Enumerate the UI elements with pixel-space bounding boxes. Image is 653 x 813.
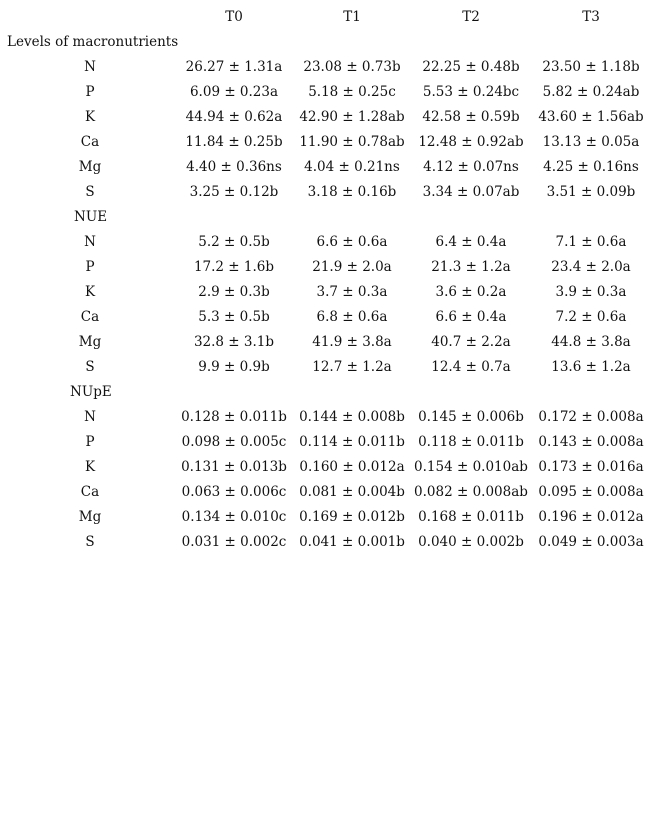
section-row — [0, 30, 653, 55]
table-row — [0, 455, 653, 480]
value-cell: 6.4 ± 0.4a — [435, 234, 507, 250]
table-row — [0, 80, 653, 105]
row-label: K — [84, 284, 96, 300]
value-cell: 13.13 ± 0.05a — [542, 134, 640, 150]
value-cell: 4.04 ± 0.21ns — [304, 159, 400, 175]
row-label: K — [84, 109, 96, 125]
value-cell: 3.6 ± 0.2a — [435, 284, 507, 300]
value-cell: 0.154 ± 0.010ab — [414, 459, 528, 475]
value-cell: 3.34 ± 0.07ab — [422, 184, 520, 200]
value-cell: 3.18 ± 0.16b — [307, 184, 397, 200]
table-row — [0, 280, 653, 305]
row-label: Ca — [80, 309, 100, 325]
value-cell: 43.60 ± 1.56ab — [538, 109, 644, 125]
section-title-nue: NUE — [74, 209, 108, 225]
row-label: Ca — [80, 134, 100, 150]
value-cell: 0.131 ± 0.013b — [181, 459, 287, 475]
table-row — [0, 155, 653, 180]
value-cell: 44.8 ± 3.8a — [551, 334, 631, 350]
value-cell: 0.172 ± 0.008a — [538, 409, 644, 425]
row-label: Mg — [78, 509, 102, 525]
value-cell: 4.12 ± 0.07ns — [423, 159, 519, 175]
value-cell: 0.081 ± 0.004b — [299, 484, 405, 500]
value-cell: 5.53 ± 0.24bc — [422, 84, 520, 100]
value-cell: 0.063 ± 0.006c — [181, 484, 287, 500]
value-cell: 5.3 ± 0.5b — [198, 309, 270, 325]
value-cell: 0.128 ± 0.011b — [181, 409, 287, 425]
value-cell: 44.94 ± 0.62a — [185, 109, 283, 125]
row-label: P — [85, 84, 95, 100]
table-row — [0, 505, 653, 530]
value-cell: 0.173 ± 0.016a — [538, 459, 644, 475]
value-cell: 21.3 ± 1.2a — [431, 259, 511, 275]
value-cell: 23.08 ± 0.73b — [303, 59, 401, 75]
value-cell: 41.9 ± 3.8a — [312, 334, 392, 350]
value-cell: 42.90 ± 1.28ab — [299, 109, 405, 125]
section-title-nupe: NUpE — [70, 384, 112, 400]
column-header-t3: T3 — [582, 9, 600, 25]
value-cell: 0.041 ± 0.001b — [299, 534, 405, 550]
value-cell: 0.031 ± 0.002c — [181, 534, 287, 550]
value-cell: 3.9 ± 0.3a — [555, 284, 627, 300]
value-cell: 13.6 ± 1.2a — [551, 359, 631, 375]
value-cell: 3.7 ± 0.3a — [316, 284, 388, 300]
value-cell: 3.25 ± 0.12b — [189, 184, 279, 200]
value-cell: 5.2 ± 0.5b — [198, 234, 270, 250]
value-cell: 6.6 ± 0.6a — [316, 234, 388, 250]
value-cell: 0.168 ± 0.011b — [418, 509, 524, 525]
value-cell: 5.18 ± 0.25c — [308, 84, 396, 100]
table-row — [0, 355, 653, 380]
section-title-levels-of-macronutrients: Levels of macronutrients — [7, 34, 179, 50]
table-row — [0, 480, 653, 505]
value-cell: 12.48 ± 0.92ab — [418, 134, 524, 150]
value-cell: 12.4 ± 0.7a — [431, 359, 511, 375]
value-cell: 7.1 ± 0.6a — [555, 234, 627, 250]
table-row — [0, 255, 653, 280]
table-row — [0, 130, 653, 155]
value-cell: 40.7 ± 2.2a — [431, 334, 511, 350]
value-cell: 7.2 ± 0.6a — [555, 309, 627, 325]
row-label: P — [85, 259, 95, 275]
value-cell: 0.049 ± 0.003a — [538, 534, 644, 550]
row-label: N — [84, 59, 96, 75]
value-cell: 0.134 ± 0.010c — [181, 509, 287, 525]
value-cell: 23.4 ± 2.0a — [551, 259, 631, 275]
value-cell: 22.25 ± 0.48b — [422, 59, 520, 75]
section-row — [0, 205, 653, 230]
value-cell: 26.27 ± 1.31a — [185, 59, 283, 75]
table-row — [0, 105, 653, 130]
value-cell: 0.143 ± 0.008a — [538, 434, 644, 450]
value-cell: 0.098 ± 0.005c — [181, 434, 287, 450]
row-label: S — [85, 534, 95, 550]
value-cell: 0.082 ± 0.008ab — [414, 484, 528, 500]
row-label: P — [85, 434, 95, 450]
value-cell: 0.095 ± 0.008a — [538, 484, 644, 500]
value-cell: 3.51 ± 0.09b — [546, 184, 636, 200]
value-cell: 4.25 ± 0.16ns — [543, 159, 639, 175]
macronutrient-table — [0, 5, 653, 555]
row-label: Mg — [78, 159, 102, 175]
table-row — [0, 305, 653, 330]
row-label: K — [84, 459, 96, 475]
section-row — [0, 380, 653, 405]
row-label: N — [84, 234, 96, 250]
value-cell: 17.2 ± 1.6b — [193, 259, 275, 275]
header-row — [0, 5, 653, 30]
value-cell: 0.196 ± 0.012a — [538, 509, 644, 525]
row-label: S — [85, 184, 95, 200]
value-cell: 32.8 ± 3.1b — [193, 334, 275, 350]
row-label: N — [84, 409, 96, 425]
value-cell: 2.9 ± 0.3b — [198, 284, 270, 300]
value-cell: 4.40 ± 0.36ns — [186, 159, 282, 175]
value-cell: 0.169 ± 0.012b — [299, 509, 405, 525]
column-header-t0: T0 — [225, 9, 243, 25]
table-row — [0, 530, 653, 555]
row-label: Ca — [80, 484, 100, 500]
value-cell: 21.9 ± 2.0a — [312, 259, 392, 275]
table-row — [0, 405, 653, 430]
table-row — [0, 180, 653, 205]
value-cell: 0.160 ± 0.012a — [299, 459, 405, 475]
value-cell: 6.6 ± 0.4a — [435, 309, 507, 325]
value-cell: 6.09 ± 0.23a — [189, 84, 279, 100]
value-cell: 0.114 ± 0.011b — [299, 434, 405, 450]
table-row — [0, 230, 653, 255]
value-cell: 23.50 ± 1.18b — [542, 59, 640, 75]
row-label: Mg — [78, 334, 102, 350]
value-cell: 9.9 ± 0.9b — [198, 359, 270, 375]
value-cell: 0.118 ± 0.011b — [418, 434, 524, 450]
value-cell: 0.145 ± 0.006b — [418, 409, 524, 425]
value-cell: 0.144 ± 0.008b — [299, 409, 405, 425]
table-row — [0, 55, 653, 80]
column-header-t2: T2 — [462, 9, 480, 25]
column-header-t1: T1 — [343, 9, 361, 25]
value-cell: 11.90 ± 0.78ab — [299, 134, 405, 150]
row-label: S — [85, 359, 95, 375]
value-cell: 42.58 ± 0.59b — [422, 109, 520, 125]
value-cell: 11.84 ± 0.25b — [185, 134, 283, 150]
value-cell: 0.040 ± 0.002b — [418, 534, 524, 550]
value-cell: 6.8 ± 0.6a — [316, 309, 388, 325]
value-cell: 12.7 ± 1.2a — [312, 359, 392, 375]
table-row — [0, 430, 653, 455]
table-row — [0, 330, 653, 355]
value-cell: 5.82 ± 0.24ab — [542, 84, 640, 100]
